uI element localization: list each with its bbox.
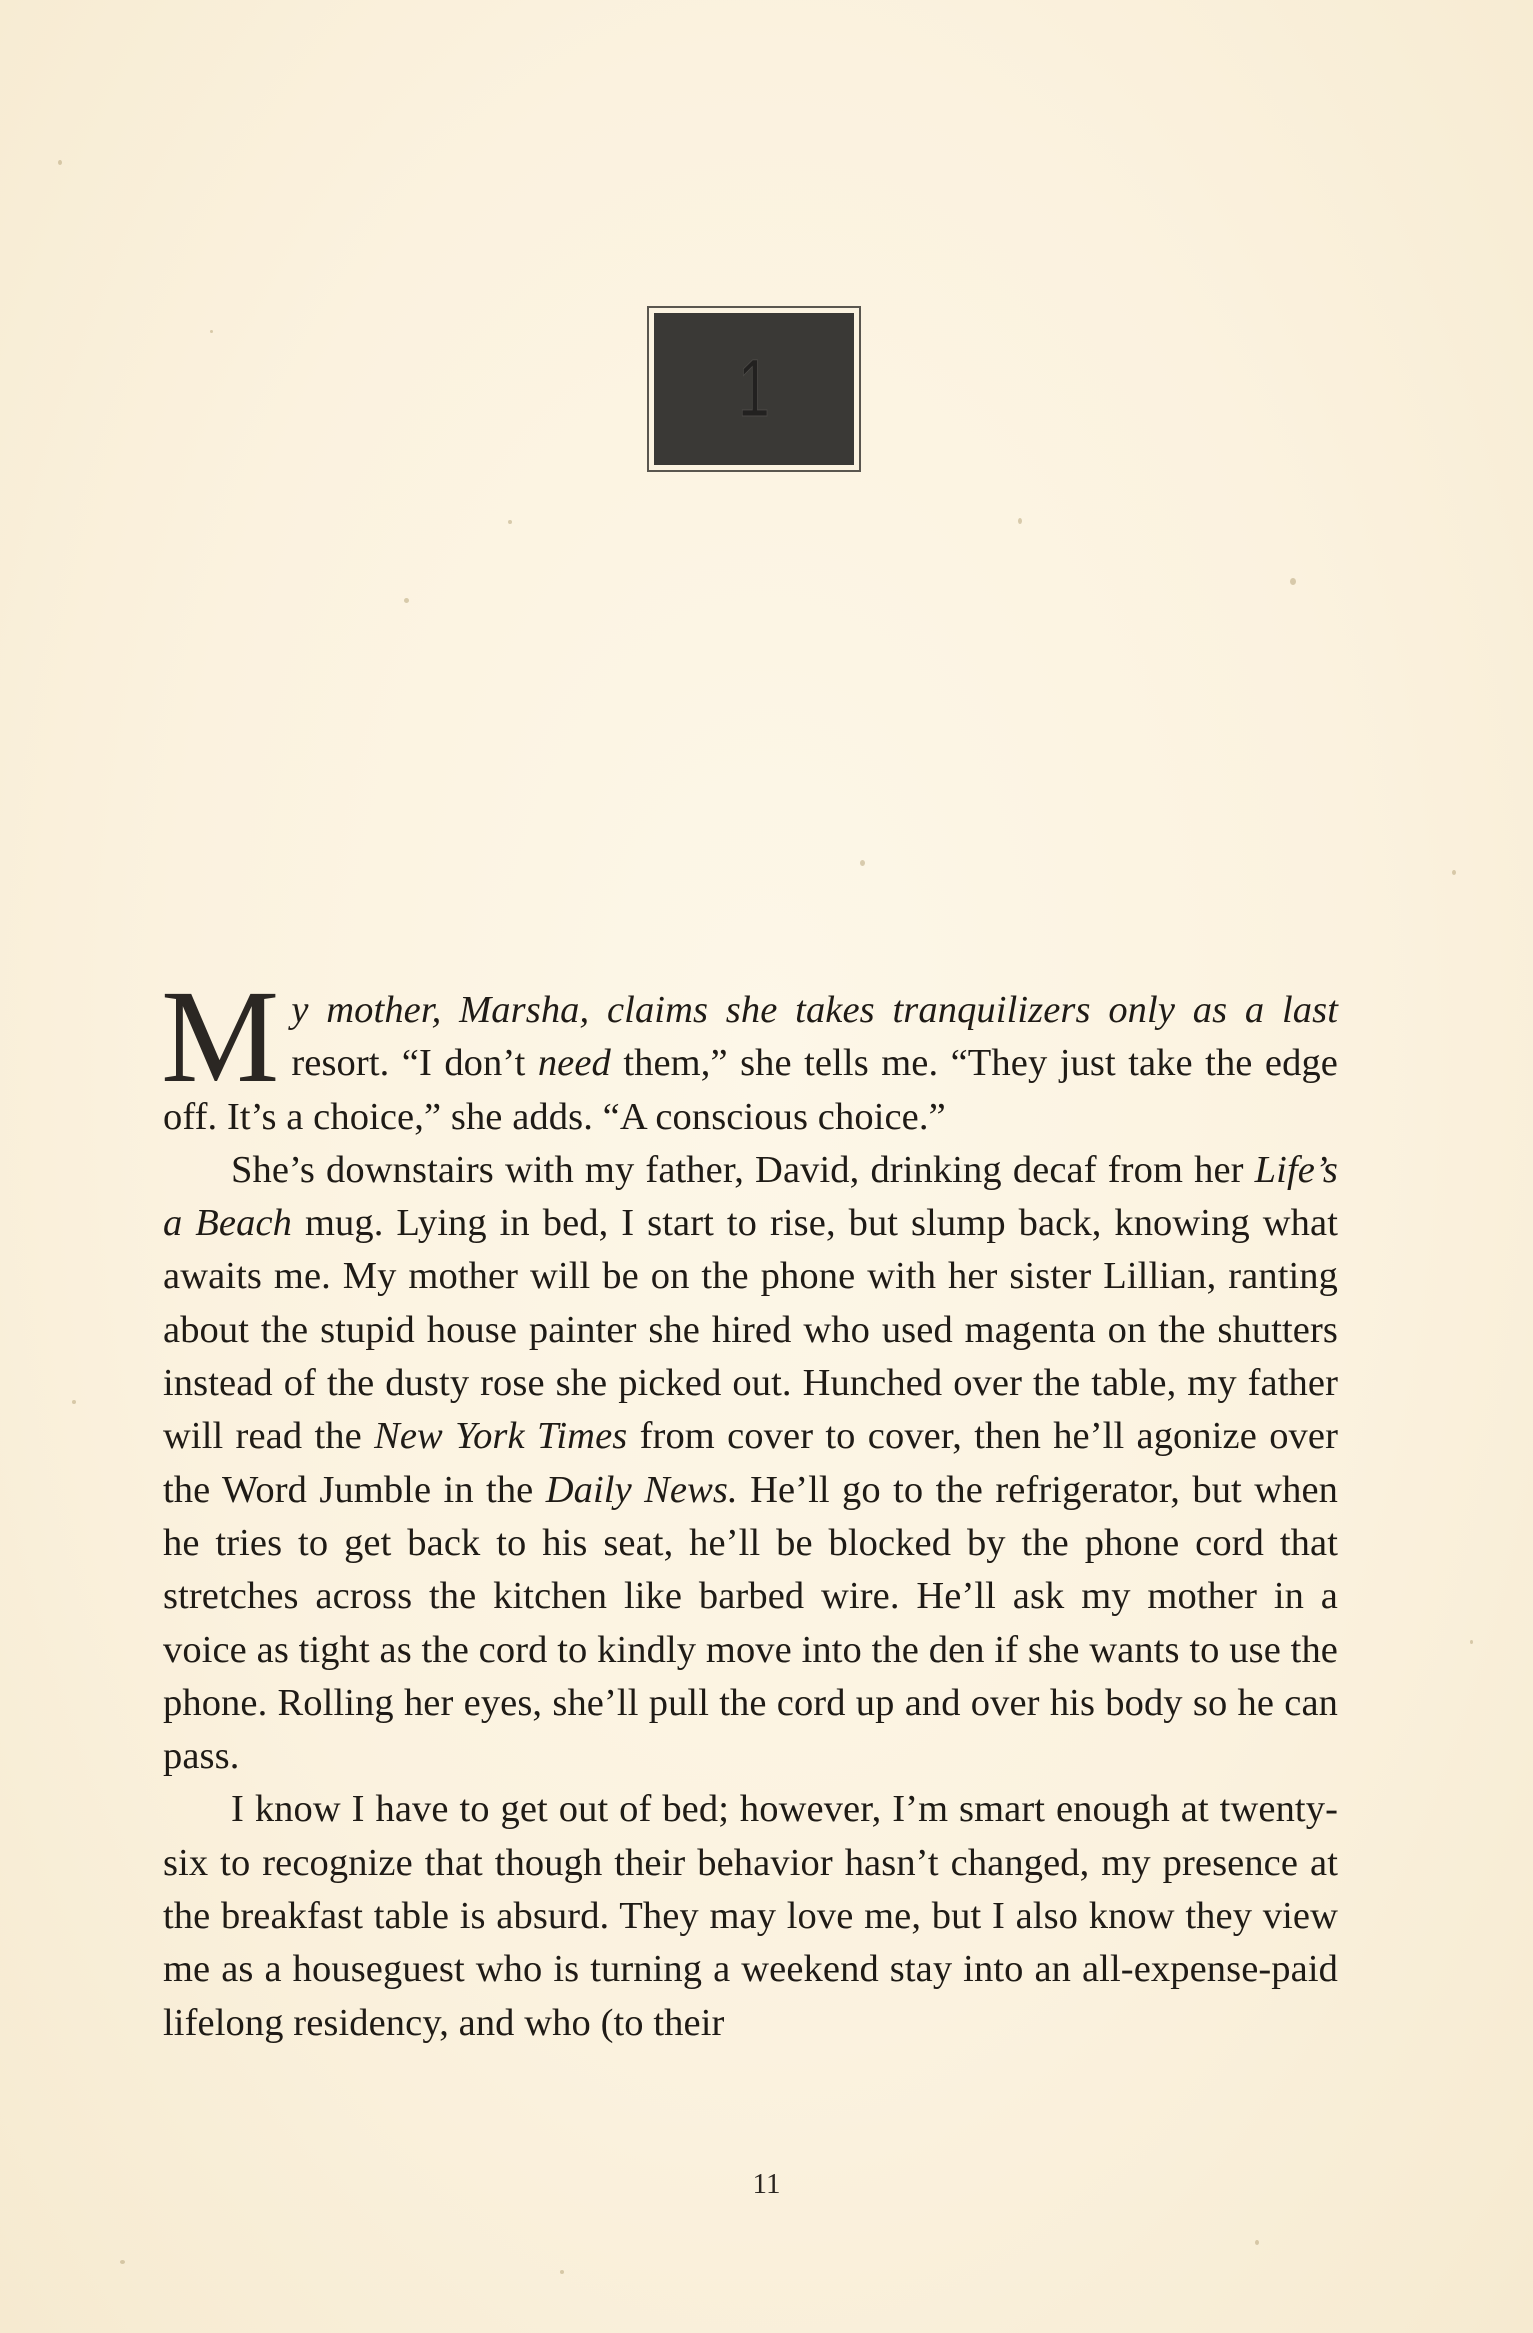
paper-speck — [120, 2260, 125, 2264]
paragraph-2-text-end: He’ll go to the refrigerator, but when he tries to get back to his seat, he’ll be blocked by the phone cord that stretches across the kitchen like barbed wire. He’ll ask my mother in a voice as tight as the cord to kindly move into the den if she wants to use the phone. Rolling her eyes, she’ll pull the cord up and over his body so he can pass. — [163, 1468, 1338, 1778]
paper-speck — [58, 160, 62, 165]
chapter-number-panel — [654, 313, 854, 465]
chapter-number: 1 — [738, 343, 770, 434]
paragraph-2-text: She’s downstairs with my father, David, drinking decaf from her — [231, 1148, 1255, 1191]
paper-speck — [560, 2270, 564, 2274]
paper-speck — [404, 598, 409, 603]
paragraph-1-text: resort. “I don’t — [291, 1042, 538, 1085]
italic-newspaper-nyt: New York Times — [374, 1415, 628, 1458]
italic-mug-title: Life’s a Beach — [163, 1148, 1338, 1245]
paragraph-3: I know I have to get out of bed; however, I’m smart enough at twenty-six to recognize that though their behavior hasn’t changed, my presence at the breakfast table is absurd. They may love me, but I also know they view me as a houseguest who is turning a weekend stay into an all-expense-paid lifelong residency, and who (to their — [163, 1788, 1338, 2044]
paragraph-2 — [163, 1144, 1338, 1784]
paper-speck — [1018, 518, 1022, 524]
chapter-number-box — [647, 306, 861, 472]
drop-cap: M — [161, 962, 280, 1110]
paragraph-2-text-mid: mug. Lying in bed, I start to rise, but slump back, knowing what awaits me. My mother will be on the phone with her sister Lillian, ranting about the stupid house painter she hired who used magenta on the shutters instead of the dusty rose she picked out. Hunched over the table, my father will read the — [163, 1202, 1338, 1458]
paragraph-1-text-end: them,” she tells me. “They just take the edge off. It’s a choice,” she adds. “A conscious choice.” — [163, 1042, 1338, 1138]
paragraph-2-text-mid2: from cover to cover, then he’ll agonize over the Word Jumble in the — [163, 1415, 1339, 1511]
paper-speck — [1290, 578, 1296, 585]
paper-speck — [508, 520, 512, 524]
paper-speck — [1255, 2240, 1259, 2245]
paper-speck — [1470, 1640, 1473, 1644]
italic-newspaper-daily-news: Daily News. — [545, 1468, 738, 1511]
paper-speck — [210, 330, 213, 333]
chapter-body-text — [161, 962, 1339, 2050]
emphasis-need: need — [537, 1042, 611, 1085]
opening-italic-text: y mother, Marsha, claims she takes tranquilizers only as a last — [291, 989, 1338, 1031]
paper-speck — [860, 860, 865, 866]
paper-speck — [72, 1400, 76, 1404]
paragraph-1 — [161, 962, 1338, 1144]
page-number: 11 — [752, 2168, 781, 2200]
paper-speck — [1452, 870, 1456, 875]
